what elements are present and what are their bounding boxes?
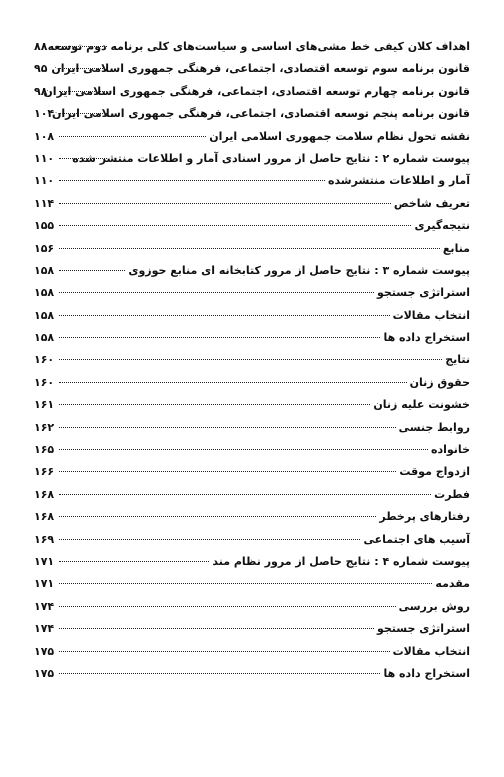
toc-entry-title: انتخاب مقالات bbox=[392, 308, 470, 322]
toc-entry[interactable] bbox=[34, 197, 470, 219]
toc-entry[interactable] bbox=[34, 622, 470, 644]
toc-entry[interactable] bbox=[34, 443, 470, 465]
dot-leader bbox=[59, 158, 107, 159]
dot-leader bbox=[59, 270, 125, 271]
toc-entry-page-number: ۱۷۵ bbox=[34, 644, 55, 658]
toc-entry[interactable] bbox=[34, 309, 470, 331]
dot-leader bbox=[59, 516, 376, 517]
dot-leader bbox=[59, 539, 360, 540]
dot-leader bbox=[59, 651, 390, 652]
toc-entry-page-number: ۱۶۸ bbox=[34, 487, 55, 501]
toc-entry-title: روابط جنسی bbox=[398, 420, 470, 434]
toc-entry-page-number: ۱۷۱ bbox=[34, 554, 55, 568]
toc-entry-page-number: ۱۵۸ bbox=[34, 286, 55, 300]
dot-leader bbox=[59, 180, 325, 181]
toc-entry-page-number: ۱۱۰ bbox=[34, 151, 55, 165]
toc-entry-page-number: ۱۱۴ bbox=[34, 196, 55, 210]
toc-entry[interactable] bbox=[34, 130, 470, 152]
toc-entry-title: پیوست شماره ۴ : نتایج حاصل از مرور نظام مند bbox=[212, 554, 470, 568]
toc-entry[interactable] bbox=[34, 421, 470, 443]
toc-entry-title: قانون برنامه سوم توسعه اقتصادی، اجتماعی، فرهنگی جمهوری اسلامی ایران bbox=[51, 62, 470, 76]
toc-entry-page-number: ۱۰۸ bbox=[34, 129, 55, 143]
dot-leader bbox=[59, 359, 442, 360]
toc-entry-page-number: ۱۷۴ bbox=[34, 622, 55, 636]
toc-entry-title: استراتژی جستجو bbox=[376, 286, 470, 300]
toc-entry[interactable] bbox=[34, 510, 470, 532]
dot-leader bbox=[59, 449, 428, 450]
toc-entry-page-number: ۱۶۵ bbox=[34, 443, 55, 457]
toc-entry-title: اهداف کلان کیفی خط مشی‌های اساسی و سیاست‌های کلی برنامه دوم توسعه bbox=[47, 40, 470, 53]
toc-entry[interactable] bbox=[34, 645, 470, 667]
dot-leader bbox=[59, 113, 107, 114]
dot-leader bbox=[59, 471, 396, 472]
dot-leader bbox=[59, 136, 206, 137]
toc-entry[interactable] bbox=[34, 40, 470, 62]
toc-entry[interactable] bbox=[34, 219, 470, 241]
toc-entry[interactable] bbox=[34, 85, 470, 107]
dot-leader bbox=[59, 337, 380, 338]
toc-entry-title: خانواده bbox=[431, 443, 470, 457]
dot-leader bbox=[59, 606, 396, 607]
dot-leader bbox=[59, 561, 209, 562]
toc-entry[interactable] bbox=[34, 286, 470, 308]
toc-entry-page-number: ۱۵۵ bbox=[34, 219, 55, 233]
toc-entry-page-number: ۱۵۸ bbox=[34, 263, 55, 277]
toc-entry[interactable] bbox=[34, 488, 470, 510]
dot-leader bbox=[59, 673, 380, 674]
toc-entry-title: انتخاب مقالات bbox=[392, 644, 470, 658]
toc-entry-title: آسیب های اجتماعی bbox=[363, 532, 470, 546]
toc-entry-title: قانون برنامه پنجم توسعه اقتصادی، اجتماعی، فرهنگی جمهوری اسلامی ایران bbox=[51, 107, 470, 121]
toc-entry-page-number: ۹۸ bbox=[34, 84, 48, 98]
toc-entry-page-number: ۱۶۲ bbox=[34, 420, 55, 434]
toc-entry-page-number: ۹۵ bbox=[34, 62, 48, 76]
dot-leader bbox=[59, 494, 431, 495]
toc-entry-title: استخراج داده ها bbox=[383, 331, 470, 345]
dot-leader bbox=[59, 427, 396, 428]
toc-entry[interactable] bbox=[34, 667, 470, 689]
toc-entry-title: رفتارهای پرخطر bbox=[379, 510, 470, 524]
toc-entry-title: قانون برنامه چهارم توسعه اقتصادی، اجتماعی، فرهنگی جمهوری اسلامی ایران bbox=[43, 84, 470, 98]
toc-entry[interactable] bbox=[34, 533, 470, 555]
toc-entry-page-number: ۱۵۸ bbox=[34, 308, 55, 322]
toc-entry-title: مقدمه bbox=[435, 577, 470, 591]
toc-entry[interactable] bbox=[34, 376, 470, 398]
toc-entry-title: نتایج bbox=[445, 353, 470, 367]
toc-entry-page-number: ۸۸ bbox=[34, 40, 48, 53]
toc-entry-page-number: ۱۷۱ bbox=[34, 577, 55, 591]
dot-leader bbox=[59, 203, 391, 204]
dot-leader bbox=[59, 225, 411, 226]
toc-entry-page-number: ۱۶۶ bbox=[34, 465, 55, 479]
toc-entry[interactable] bbox=[34, 331, 470, 353]
dot-leader bbox=[59, 315, 390, 316]
toc-entry-title: پیوست شماره ۲ : نتایج حاصل از مرور اسنادی آمار و اطلاعات منتشر شده bbox=[72, 151, 470, 165]
toc-entry-title: خشونت علیه زنان bbox=[373, 398, 470, 412]
toc-entry[interactable] bbox=[34, 577, 470, 599]
toc-entry-title: استراتژی جستجو bbox=[376, 622, 470, 636]
toc-entry-title: تعریف شاخص bbox=[393, 196, 470, 210]
toc-entry[interactable] bbox=[34, 264, 470, 286]
toc-entry-title: پیوست شماره ۳ : نتایج حاصل از مرور کتابخانه ای منابع حوزوی bbox=[128, 263, 470, 277]
table-of-contents bbox=[34, 40, 470, 689]
toc-entry[interactable] bbox=[34, 600, 470, 622]
dot-leader bbox=[59, 248, 440, 249]
toc-entry-page-number: ۱۵۸ bbox=[34, 331, 55, 345]
toc-entry-page-number: ۱۶۰ bbox=[34, 375, 55, 389]
toc-entry[interactable] bbox=[34, 152, 470, 174]
dot-leader bbox=[59, 91, 107, 92]
toc-entry[interactable] bbox=[34, 398, 470, 420]
toc-entry-page-number: ۱۶۹ bbox=[34, 532, 55, 546]
dot-leader bbox=[59, 46, 107, 47]
dot-leader bbox=[59, 628, 374, 629]
toc-entry-title: آمار و اطلاعات منتشرشده bbox=[327, 174, 470, 188]
toc-entry-title: فطرت bbox=[434, 487, 470, 501]
dot-leader bbox=[59, 68, 107, 69]
toc-entry-page-number: ۱۶۱ bbox=[34, 398, 55, 412]
toc-entry-title: حقوق زنان bbox=[409, 375, 470, 389]
toc-entry-title: منابع bbox=[442, 241, 470, 255]
dot-leader bbox=[59, 292, 374, 293]
toc-entry-title: نقشه تحول نظام سلامت جمهوری اسلامی ایران bbox=[209, 129, 470, 143]
toc-entry-title: ازدواج موقت bbox=[399, 465, 470, 479]
toc-entry-page-number: ۱۰۴ bbox=[34, 107, 55, 121]
toc-entry-page-number: ۱۱۰ bbox=[34, 174, 55, 188]
toc-entry[interactable] bbox=[34, 62, 470, 84]
toc-entry-page-number: ۱۶۰ bbox=[34, 353, 55, 367]
toc-entry[interactable] bbox=[34, 242, 470, 264]
toc-entry-page-number: ۱۷۵ bbox=[34, 666, 55, 680]
dot-leader bbox=[59, 583, 432, 584]
toc-entry-title: روش بررسی bbox=[398, 599, 470, 613]
toc-entry-page-number: ۱۶۸ bbox=[34, 510, 55, 524]
toc-entry[interactable] bbox=[34, 174, 470, 196]
toc-entry[interactable] bbox=[34, 465, 470, 487]
toc-entry-title: استخراج داده ها bbox=[383, 666, 470, 680]
toc-entry[interactable] bbox=[34, 353, 470, 375]
toc-entry[interactable] bbox=[34, 107, 470, 129]
toc-entry-page-number: ۱۵۶ bbox=[34, 241, 55, 255]
toc-entry[interactable] bbox=[34, 555, 470, 577]
toc-entry-page-number: ۱۷۴ bbox=[34, 599, 55, 613]
dot-leader bbox=[59, 404, 370, 405]
dot-leader bbox=[59, 382, 407, 383]
toc-entry-title: نتیجه‌گیری bbox=[414, 219, 470, 233]
